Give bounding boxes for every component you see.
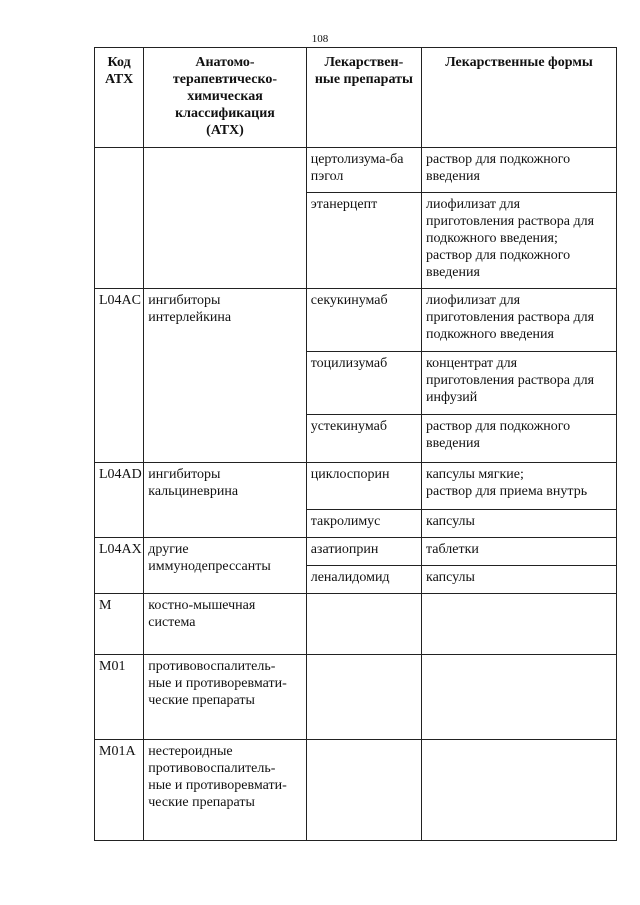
class-cell: [144, 148, 306, 289]
table-row: [95, 463, 617, 510]
form-cell: лиофилизат для приготовления раствора для подкожного введения: [422, 289, 617, 352]
drug-cell: цертолизума-ба пэгол: [306, 148, 421, 193]
form-cell: раствор для подкожного введения: [422, 415, 617, 463]
class-cell: противовоспалитель- ные и противоревмати- ческие препараты: [144, 655, 306, 740]
class-cell: другие иммунодепрессанты: [144, 538, 306, 594]
table-row: [95, 740, 617, 841]
table-row: [95, 289, 617, 352]
form-cell: капсулы мягкие; раствор для приема внутрь: [422, 463, 617, 510]
drug-cell: азатиоприн: [306, 538, 421, 566]
table-header-row: [95, 48, 617, 148]
drug-cell: [306, 740, 421, 841]
table-row: [95, 594, 617, 655]
form-cell: лиофилизат для приготовления раствора для подкожного введения; раствор для подкожного введения: [422, 193, 617, 289]
class-cell: костно-мышечная система: [144, 594, 306, 655]
page-number: 108: [311, 33, 329, 45]
form-cell: [422, 655, 617, 740]
class-cell: ингибиторы интерлейкина: [144, 289, 306, 463]
form-cell: капсулы: [422, 510, 617, 538]
code-cell: M01A: [95, 740, 144, 841]
form-cell: [422, 740, 617, 841]
drug-cell: [306, 594, 421, 655]
drug-cell: [306, 655, 421, 740]
class-cell: нестероидные противовоспалитель- ные и противоревмати- ческие препараты: [144, 740, 306, 841]
header-code: Код АТХ: [95, 48, 144, 148]
form-cell: капсулы: [422, 566, 617, 594]
header-classification: Анатомо- терапевтическо- химическая классификация (АТХ): [144, 48, 306, 148]
code-cell: L04AD: [95, 463, 144, 538]
drug-cell: устекинумаб: [306, 415, 421, 463]
code-cell: [95, 148, 144, 289]
code-cell: M: [95, 594, 144, 655]
code-cell: M01: [95, 655, 144, 740]
table-row: [95, 538, 617, 566]
drug-cell: тоцилизумаб: [306, 352, 421, 415]
code-cell: L04AC: [95, 289, 144, 463]
form-cell: раствор для подкожного введения: [422, 148, 617, 193]
class-cell: ингибиторы кальциневрина: [144, 463, 306, 538]
atx-table: [94, 47, 617, 841]
header-forms: Лекарственные формы: [422, 48, 617, 148]
form-cell: таблетки: [422, 538, 617, 566]
drug-cell: этанерцепт: [306, 193, 421, 289]
form-cell: [422, 594, 617, 655]
drug-cell: циклоспорин: [306, 463, 421, 510]
header-drugs: Лекарствен- ные препараты: [306, 48, 421, 148]
table-row: [95, 148, 617, 193]
table-row: [95, 655, 617, 740]
code-cell: L04AX: [95, 538, 144, 594]
drug-cell: леналидомид: [306, 566, 421, 594]
form-cell: концентрат для приготовления раствора для инфузий: [422, 352, 617, 415]
drug-cell: такролимус: [306, 510, 421, 538]
drug-cell: секукинумаб: [306, 289, 421, 352]
